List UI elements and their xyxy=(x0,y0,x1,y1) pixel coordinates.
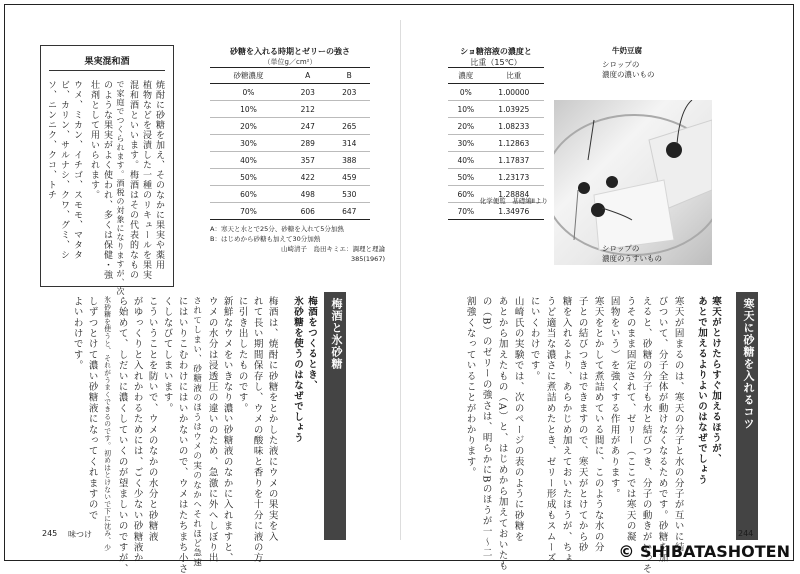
table-cell: 647 xyxy=(328,203,370,220)
right-article-body xyxy=(446,296,686,574)
table-row xyxy=(210,169,370,186)
table-cell: 70% xyxy=(448,203,484,220)
table1-title: 砂糖を入れる時期とゼリーの強さ xyxy=(230,47,350,56)
table-cell: 30% xyxy=(448,135,484,152)
body-line: がゆっくりと入れかわるためには、ごく少ない砂糖液か xyxy=(131,296,143,564)
table1-note: B：はじめから砂糖も加えて30分加熱 xyxy=(210,235,321,243)
table-row xyxy=(210,101,370,118)
copyright-watermark: © SHIBATASHOTEN xyxy=(618,542,790,561)
table-row xyxy=(448,101,544,118)
left-article-subheading-line: 氷砂糖を使うのはなぜでしょう xyxy=(292,296,303,443)
right-article-heading: 寒天に砂糖を入れるコツ xyxy=(736,292,758,540)
right-article-subheading-line: あとで加えるよりよいのはなぜでしょう xyxy=(696,296,707,485)
table2-source: 化学便覧 基礎編Ⅱより xyxy=(479,197,548,205)
body-line: 糖を入れるより、あらかじめ加えておいたほうが、ちょ xyxy=(560,296,572,564)
body-line: えると、砂糖の分子も水と結びつき、分子の動きがいっそ xyxy=(640,296,652,574)
table-row xyxy=(210,135,370,152)
sidebar-box-line: ソ、ニンニク、クコ、トチ xyxy=(46,80,56,200)
table-cell: 1.08233 xyxy=(484,118,544,135)
table-cell: 422 xyxy=(287,169,329,186)
table-cell: 20% xyxy=(448,118,484,135)
sidebar-box-line: 植物などを浸漬した一種のリキュールを果実 xyxy=(141,80,151,280)
table-row xyxy=(210,203,370,220)
table2-header: 比重 xyxy=(484,68,544,84)
body-line: されてしまい、砂糖液のほうはウメの実のなかへそれほど急速 xyxy=(191,296,202,568)
photo-milk-jelly xyxy=(554,100,712,265)
body-line: 寒天が固まるのは、寒天の分子と水の分子が互いに結 xyxy=(672,296,684,553)
sidebar-box-line: ビ、カリン、サルナシ、クワ、グミ、シ xyxy=(59,80,69,260)
table-row xyxy=(210,152,370,169)
table-cell: 459 xyxy=(328,169,370,186)
body-line: 新鮮なウメをいきなり濃い砂糖液のなかに入れますと、 xyxy=(221,296,233,564)
table1-citation: 山崎清子 島田キミエ：調理と理論 xyxy=(281,245,385,253)
table-cell: 357 xyxy=(287,152,329,169)
spine-divider xyxy=(400,20,401,540)
photo-label-line: 濃度のうすいもの xyxy=(602,254,662,263)
body-line: 氷砂糖を使うと、それがうまくできるのです。初めはとけないで下に沈み、少 xyxy=(102,296,111,552)
left-article-subheading-line: 梅酒をつくるとき、 xyxy=(306,296,317,391)
sidebar-box-rule xyxy=(49,70,165,71)
right-article-subheading xyxy=(694,296,722,526)
sidebar-box-line: 混和酒といいます。梅酒はその代表的なもの xyxy=(128,80,138,280)
table-cell: 498 xyxy=(287,186,329,203)
table-cell: 50% xyxy=(448,169,484,186)
table-cell: 265 xyxy=(328,118,370,135)
table-cell: 10% xyxy=(210,101,287,118)
table-cell: 60% xyxy=(210,186,287,203)
table-row xyxy=(448,152,544,169)
table-cell: 530 xyxy=(328,186,370,203)
table-cell: 1.03925 xyxy=(484,101,544,118)
photo-label-line: シロップの xyxy=(602,244,640,253)
photo-title: 牛奶豆腐 xyxy=(612,46,642,55)
sidebar-box-fruit-liqueur xyxy=(40,45,174,296)
table2-title-line2: 比重（15℃） xyxy=(470,58,522,67)
table-cell: 314 xyxy=(328,135,370,152)
photo-label-line: シロップの xyxy=(602,60,640,69)
table-row xyxy=(448,118,544,135)
table-row xyxy=(448,169,544,186)
body-line: 山崎氏の実験では、次のページの表のように砂糖を xyxy=(512,296,524,543)
table-cell: 1.28884 xyxy=(484,186,544,203)
body-line: 子との結びつきはできますので、寒天がとけてから砂 xyxy=(576,296,588,553)
body-line: にはいりこむわけにはいかないので、ウメはたちまち小さ xyxy=(176,296,188,574)
table-row xyxy=(210,84,370,101)
table-cell: 388 xyxy=(328,152,370,169)
table-row xyxy=(448,135,544,152)
table-cell: 1.12863 xyxy=(484,135,544,152)
table1-citation-page: 385(1967) xyxy=(350,255,385,263)
page-number-right: 244 xyxy=(738,529,754,538)
table2-title: ショ糖溶液の濃度と xyxy=(460,47,532,56)
sidebar-box-line: で家庭でつくられます。酒税の対象になりますが、次 xyxy=(116,80,125,296)
sidebar-box-line: ウメ、ミカン、イチゴ、スモモ、マタタ xyxy=(72,80,82,260)
body-line: ら始めて、しだいに濃くしていくのが望ましいのですが、 xyxy=(116,296,128,574)
photo-label-top xyxy=(602,60,655,80)
table-cell: 0% xyxy=(210,84,287,101)
body-line: の（B）のゼリーの強さは、明らかにBのほうが一～二 xyxy=(480,296,492,559)
table-row xyxy=(210,118,370,135)
body-line: に引き出したものです。 xyxy=(236,296,248,414)
sidebar-box-line: のような果実がよく使われ、多くは保健・強 xyxy=(102,80,112,280)
body-line: 梅酒は、焼酎に砂糖をとかした液にウメの果実を入 xyxy=(266,296,278,543)
body-line: うそのまま固定されて、ゼリー（ここでは寒天の凝 xyxy=(624,296,636,543)
table-cell: 1.00000 xyxy=(484,84,544,101)
table-cell: 40% xyxy=(448,152,484,169)
table-cell: 247 xyxy=(287,118,329,135)
body-line: うど適当な濃さに煮詰めたとき、ゼリー形成もスムーズ xyxy=(544,296,556,564)
photo-label-line: 濃度の濃いもの xyxy=(602,70,655,79)
table-cell: 1.17837 xyxy=(484,152,544,169)
sidebar-box-title: 果実混和酒 xyxy=(84,57,130,67)
table-cell: 203 xyxy=(287,84,329,101)
page-header-left: 味つけ xyxy=(68,530,92,539)
table-row xyxy=(210,186,370,203)
body-line: ウメの水分は浸透圧の違いのため、急激に外へしぼり出 xyxy=(206,296,218,564)
table-row xyxy=(448,84,544,101)
body-line: びついて、分子全体が動けなくなるためです。砂糖を加 xyxy=(656,296,668,564)
body-line: 割強くなっていることがわかります。 xyxy=(464,296,476,478)
body-line: 固物をいう）を強くする作用があります。 xyxy=(608,296,620,500)
photo-label-bottom xyxy=(602,244,662,264)
table-cell: 70% xyxy=(210,203,287,220)
table1 xyxy=(210,67,370,220)
table-cell: 203 xyxy=(328,84,370,101)
sidebar-box-line: 焼酎に砂糖を加え、そのなかに果実や薬用 xyxy=(154,80,164,270)
table1-unit: （単位g／cm²） xyxy=(263,58,317,66)
sidebar-box-line: 壮剤として用いられます。 xyxy=(89,80,99,200)
left-article-heading: 梅酒と氷砂糖 xyxy=(324,292,346,540)
table1-header: B xyxy=(328,68,370,84)
table-cell xyxy=(328,101,370,118)
body-line: にいくわけです。 xyxy=(528,296,540,382)
table2-header: 濃度 xyxy=(448,68,484,84)
body-line: 寒天をとかして煮詰めている間に、このような水の分 xyxy=(592,296,604,553)
body-line: しずつとけて濃い砂糖液になってくれますので xyxy=(86,296,98,521)
photo-illustration xyxy=(554,100,712,265)
table-cell: 60% xyxy=(448,186,484,203)
table1-header: 砂糖濃度 xyxy=(210,68,287,84)
body-line: あとから加えたもの（A）と、はじめから加えておいたも xyxy=(496,296,508,572)
body-line: れて長い期間保存し、ウメの酸味と香りを十分に液の方 xyxy=(251,296,263,564)
body-line: こういうことを防いで、ウメのなかの水分と砂糖液 xyxy=(146,296,158,543)
table1-notes xyxy=(210,224,385,264)
body-line: くしなびてしまいます。 xyxy=(161,296,173,414)
table-cell: 50% xyxy=(210,169,287,186)
body-line: よいわけです。 xyxy=(71,296,83,371)
left-article-subheading xyxy=(290,296,318,526)
table-cell: 606 xyxy=(287,203,329,220)
table-cell: 212 xyxy=(287,101,329,118)
table-cell: 20% xyxy=(210,118,287,135)
table1-note: A：寒天と水とで25分、砂糖を入れて5分加熱 xyxy=(210,225,344,233)
right-article-subheading-line: 寒天がとけたらすぐ加えるほうが、 xyxy=(710,296,721,464)
table-cell: 0% xyxy=(448,84,484,101)
table-cell: 30% xyxy=(210,135,287,152)
table-cell: 289 xyxy=(287,135,329,152)
table-cell: 10% xyxy=(448,101,484,118)
table-cell: 1.23173 xyxy=(484,169,544,186)
page-number-left: 245 xyxy=(42,529,58,538)
table1-header: A xyxy=(287,68,329,84)
table-cell: 1.34976 xyxy=(484,203,544,220)
table-cell: 40% xyxy=(210,152,287,169)
